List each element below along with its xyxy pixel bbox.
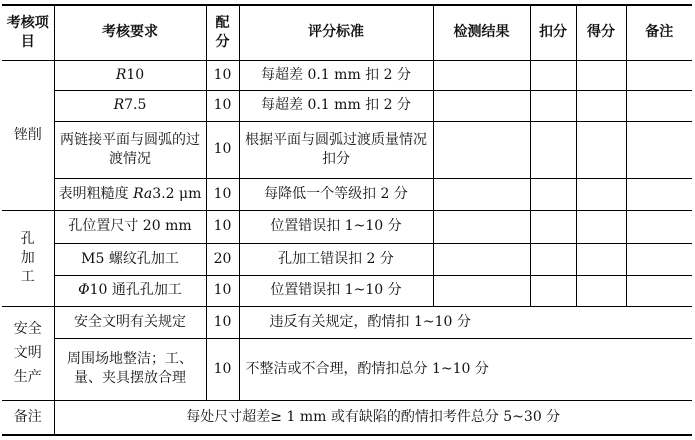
requirement-cell: R7.5 — [54, 90, 206, 121]
score-cell: 10 — [206, 121, 239, 178]
criteria-cell: 每降低一个等级扣 2 分 — [239, 178, 433, 210]
remark-cell — [626, 178, 692, 210]
requirement-cell: 安全文明有关规定 — [54, 306, 206, 338]
score-cell: 10 — [206, 210, 239, 243]
remark-cell — [626, 275, 692, 306]
table-row — [2, 121, 692, 178]
footer-row — [2, 400, 692, 435]
requirement-cell: Φ10 通孔孔加工 — [54, 275, 206, 306]
remark-cell — [626, 243, 692, 275]
result-cell — [433, 60, 530, 90]
remark-cell — [626, 121, 692, 178]
header-item: 考核项目 — [2, 5, 54, 60]
table-row — [2, 60, 692, 90]
got-cell — [576, 243, 626, 275]
score-cell: 10 — [206, 306, 239, 338]
table-row — [2, 306, 692, 338]
table-row — [2, 90, 692, 121]
got-cell — [576, 121, 626, 178]
table-row — [2, 178, 692, 210]
requirement-cell: 表明粗糙度 Ra3.2 μm — [54, 178, 206, 210]
criteria-cell: 位置错误扣 1~10 分 — [239, 210, 433, 243]
criteria-cell: 不整洁或不合理，酌情扣总分 1~10 分 — [239, 338, 692, 400]
criteria-cell: 每超差 0.1 mm 扣 2 分 — [239, 90, 433, 121]
deduct-cell — [530, 60, 576, 90]
remark-cell — [626, 210, 692, 243]
group-safety: 安全文明生产 — [2, 306, 54, 400]
deduct-cell — [530, 210, 576, 243]
requirement-cell: R10 — [54, 60, 206, 90]
header-row — [2, 5, 692, 60]
result-cell — [433, 178, 530, 210]
score-cell: 10 — [206, 90, 239, 121]
result-cell — [433, 210, 530, 243]
header-criteria: 评分标准 — [239, 5, 433, 60]
criteria-cell: 位置错误扣 1~10 分 — [239, 275, 433, 306]
criteria-cell: 违反有关规定，酌情扣 1~10 分 — [239, 306, 692, 338]
deduct-cell — [530, 275, 576, 306]
score-cell: 10 — [206, 338, 239, 400]
header-remark: 备注 — [626, 5, 692, 60]
group-milling: 锉削 — [2, 60, 54, 210]
table-row — [2, 338, 692, 400]
requirement-cell: M5 螺纹孔加工 — [54, 243, 206, 275]
table-row — [2, 210, 692, 243]
score-cell: 20 — [206, 243, 239, 275]
got-cell — [576, 178, 626, 210]
footer-text: 每处尺寸超差≥ 1 mm 或有缺陷的酌情扣考件总分 5~30 分 — [54, 400, 692, 435]
header-requirement: 考核要求 — [54, 5, 206, 60]
remark-cell — [626, 60, 692, 90]
requirement-cell: 周围场地整洁；工、量、夹具摆放合理 — [54, 338, 206, 400]
grading-table — [2, 4, 692, 436]
deduct-cell — [530, 178, 576, 210]
remark-cell — [626, 90, 692, 121]
header-deduct: 扣分 — [530, 5, 576, 60]
got-cell — [576, 90, 626, 121]
criteria-cell: 每超差 0.1 mm 扣 2 分 — [239, 60, 433, 90]
group-hole: 孔加工 — [2, 210, 54, 306]
got-cell — [576, 60, 626, 90]
got-cell — [576, 275, 626, 306]
table-row — [2, 275, 692, 306]
score-cell: 10 — [206, 178, 239, 210]
footer-label: 备注 — [2, 400, 54, 435]
deduct-cell — [530, 243, 576, 275]
requirement-cell: 两链接平面与圆弧的过渡情况 — [54, 121, 206, 178]
requirement-cell: 孔位置尺寸 20 mm — [54, 210, 206, 243]
header-got: 得分 — [576, 5, 626, 60]
result-cell — [433, 90, 530, 121]
result-cell — [433, 121, 530, 178]
got-cell — [576, 210, 626, 243]
criteria-cell: 根据平面与圆弧过渡质量情况扣分 — [239, 121, 433, 178]
header-score: 配分 — [206, 5, 239, 60]
criteria-cell: 孔加工错误扣 2 分 — [239, 243, 433, 275]
result-cell — [433, 243, 530, 275]
deduct-cell — [530, 121, 576, 178]
score-cell: 10 — [206, 60, 239, 90]
table-row — [2, 243, 692, 275]
result-cell — [433, 275, 530, 306]
score-cell: 10 — [206, 275, 239, 306]
header-result: 检测结果 — [433, 5, 530, 60]
deduct-cell — [530, 90, 576, 121]
